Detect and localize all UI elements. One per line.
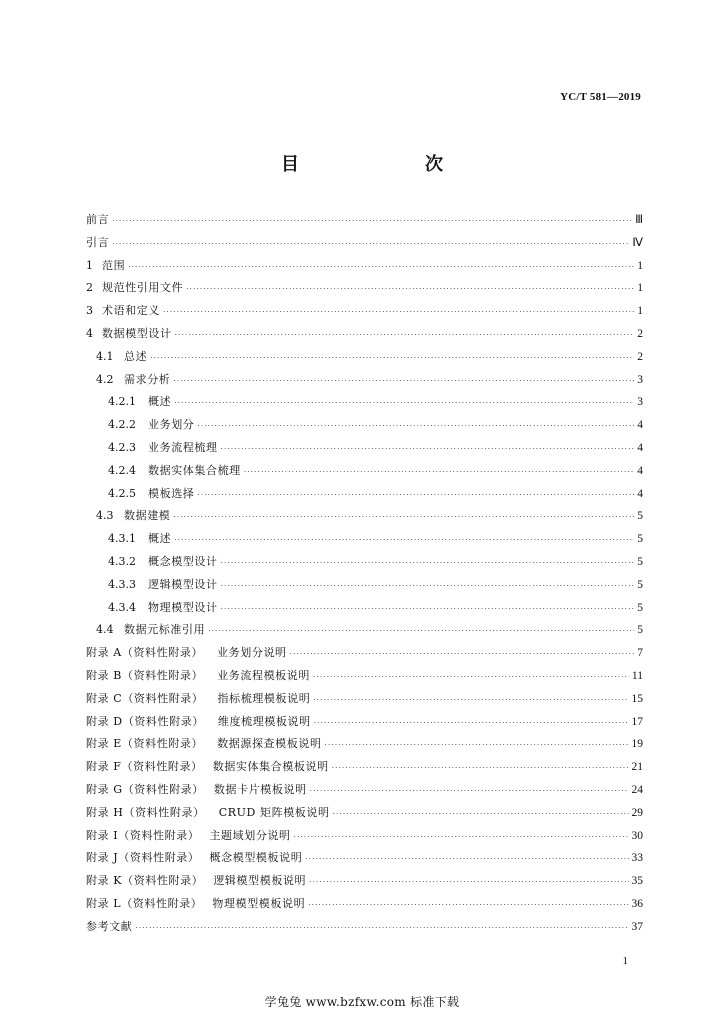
toc-leader-dots (308, 894, 628, 917)
toc-leader-dots (325, 734, 629, 757)
toc-entry (86, 825, 643, 848)
toc-entry-page: 24 (631, 783, 643, 796)
toc-entry-label: 附录 A（资料性附录） (86, 646, 204, 660)
toc-entry-label: 附录 J（资料性附录） (86, 851, 200, 865)
toc-entry (86, 597, 643, 620)
toc-entry-label: 规范性引用文件 (102, 281, 184, 295)
toc-entry (86, 255, 643, 278)
toc-entry (86, 232, 643, 255)
toc-entry-label: 附录 B（资料性附录） (86, 668, 204, 682)
toc-entry-label: 附录 E（资料性附录） (86, 737, 204, 751)
toc-entry-label: 附录 G（资料性附录） (86, 782, 204, 796)
toc-entry (86, 574, 643, 597)
toc-entry-label: 业务划分 (148, 418, 195, 432)
toc-entry (86, 756, 643, 779)
toc-entry-page: 5 (637, 510, 643, 523)
toc-entry-label: 物理模型设计 (148, 600, 218, 614)
toc-entry (86, 688, 643, 711)
toc-entry (86, 665, 643, 688)
toc-entry-page: 7 (637, 647, 643, 660)
toc-entry (86, 483, 643, 506)
toc-entry-page: 1 (637, 305, 643, 318)
toc-entry-page: 1 (637, 259, 643, 272)
toc-leader-dots (173, 370, 634, 393)
toc-entry-page: 5 (637, 578, 643, 591)
toc-leader-dots (128, 256, 634, 279)
toc-entry (86, 277, 643, 300)
toc-entry (86, 893, 643, 916)
toc-leader-dots (309, 871, 628, 894)
toc-entry (86, 414, 643, 437)
toc-entry-subtitle: CRUD 矩阵模板说明 (218, 805, 330, 819)
toc-entry-number: 4.2.1 (108, 395, 136, 409)
toc-entry-number: 4.2.2 (108, 418, 136, 432)
toc-entry-subtitle: 指标梳理模板说明 (217, 691, 311, 705)
toc-entry (86, 346, 643, 369)
toc-entry-subtitle: 业务划分说明 (217, 646, 287, 660)
toc-entry-number: 4.3 (96, 509, 114, 523)
toc-entry-page: 3 (637, 373, 643, 386)
toc-entry-page: 4 (637, 441, 643, 454)
toc-entry (86, 323, 643, 346)
toc-entry-label: 附录 L（资料性附录） (86, 896, 203, 910)
toc-entry-page: 4 (637, 419, 643, 432)
toc-leader-dots (175, 324, 634, 347)
toc-entry (86, 437, 643, 460)
toc-entry (86, 847, 643, 870)
toc-entry (86, 619, 643, 642)
toc-entry-page: 2 (637, 350, 643, 363)
toc-entry-page: 5 (637, 533, 643, 546)
toc-entry-label: 附录 C（资料性附录） (86, 691, 204, 705)
toc-entry-label: 引言 (86, 235, 110, 249)
toc-entry-subtitle: 物理模型模板说明 (212, 896, 306, 910)
toc-entry-label: 概念模型设计 (148, 554, 218, 568)
toc-entry-number: 3 (86, 304, 93, 318)
toc-entry-number: 4.2 (96, 372, 114, 386)
toc-leader-dots (310, 780, 629, 803)
toc-entry-page: 29 (631, 806, 643, 819)
footer-watermark: 学兔兔 www.bzfxw.com 标准下载 (264, 995, 460, 1009)
toc-entry (86, 369, 643, 392)
toc-leader-dots (150, 347, 634, 370)
toc-leader-dots (333, 803, 629, 826)
table-of-contents (86, 209, 643, 939)
toc-entry-label: 附录 I（资料性附录） (86, 828, 200, 842)
toc-entry-number: 4.2.3 (108, 440, 136, 454)
toc-entry-page: 4 (637, 464, 643, 477)
toc-entry-label: 数据元标准引用 (124, 623, 206, 637)
toc-entry-label: 逻辑模型设计 (148, 577, 218, 591)
toc-leader-dots (186, 278, 634, 301)
toc-leader-dots (294, 826, 629, 849)
toc-entry-page: 11 (631, 669, 643, 682)
toc-entry-number: 4.3.2 (108, 554, 136, 568)
toc-entry (86, 711, 643, 734)
toc-entry-page: 5 (637, 601, 643, 614)
toc-leader-dots (221, 438, 634, 461)
toc-leader-dots (208, 620, 634, 643)
toc-entry-label: 概述 (148, 395, 172, 409)
toc-entry-page: 35 (631, 875, 643, 888)
toc-entry-label: 附录 K（资料性附录） (86, 874, 204, 888)
toc-entry-page: 3 (637, 396, 643, 409)
page-title: 目 次 (281, 154, 473, 175)
toc-entry-number: 4.1 (96, 349, 114, 363)
toc-entry-number: 4.2.4 (108, 463, 136, 477)
toc-entry (86, 391, 643, 414)
toc-entry (86, 505, 643, 528)
toc-leader-dots (221, 598, 634, 621)
toc-entry-label: 范围 (102, 258, 126, 272)
toc-entry-number: 4.3.3 (108, 577, 136, 591)
toc-leader-dots (173, 506, 634, 529)
toc-entry-number: 4.2.5 (108, 486, 136, 500)
page-number: 1 (622, 955, 628, 967)
toc-leader-dots (221, 575, 634, 598)
toc-entry (86, 551, 643, 574)
toc-entry-number: 2 (86, 281, 93, 295)
toc-entry-label: 参考文献 (86, 919, 133, 933)
toc-entry (86, 733, 643, 756)
toc-leader-dots (174, 392, 634, 415)
toc-entry-subtitle: 概念模型模板说明 (209, 851, 303, 865)
toc-entry-label: 附录 F（资料性附录） (86, 760, 203, 774)
toc-entry-number: 4.3.4 (108, 600, 136, 614)
toc-leader-dots (163, 301, 634, 324)
toc-entry (86, 642, 643, 665)
toc-entry-number: 4.4 (96, 623, 114, 637)
toc-entry-label: 业务流程梳理 (148, 440, 218, 454)
toc-entry-page: 21 (631, 761, 643, 774)
toc-entry-page: 17 (631, 715, 643, 728)
toc-leader-dots (313, 689, 628, 712)
toc-leader-dots (314, 712, 629, 735)
toc-entry (86, 870, 643, 893)
toc-entry-number: 1 (86, 258, 93, 272)
toc-entry-label: 概述 (148, 532, 172, 546)
toc-entry-page: Ⅳ (632, 236, 643, 249)
toc-entry-page: 4 (637, 487, 643, 500)
toc-entry-label: 数据实体集合梳理 (148, 463, 241, 477)
toc-entry-label: 模板选择 (148, 486, 195, 500)
toc-entry (86, 300, 643, 323)
toc-entry (86, 528, 643, 551)
toc-entry (86, 779, 643, 802)
toc-entry-label: 附录 D（资料性附录） (86, 714, 204, 728)
toc-entry-page: 36 (631, 897, 643, 910)
toc-entry-label: 附录 H（资料性附录） (86, 805, 205, 819)
toc-entry-page: 5 (637, 624, 643, 637)
toc-leader-dots (112, 233, 629, 256)
toc-entry (86, 802, 643, 825)
toc-entry-subtitle: 主题域划分说明 (209, 828, 291, 842)
toc-leader-dots (135, 917, 628, 940)
toc-entry-page: 30 (631, 829, 643, 842)
toc-entry-subtitle: 数据卡片模板说明 (213, 782, 307, 796)
toc-entry-page: 19 (631, 738, 643, 751)
document-code: YC/T 581—2019 (560, 91, 641, 103)
toc-entry-label: 前言 (86, 213, 110, 226)
toc-entry (86, 916, 643, 939)
toc-leader-dots (197, 415, 634, 438)
toc-entry-subtitle: 业务流程模板说明 (217, 668, 310, 682)
toc-entry-label: 数据模型设计 (102, 326, 172, 340)
toc-entry-page: 37 (631, 920, 643, 933)
toc-entry-label: 需求分析 (124, 372, 171, 386)
toc-entry-number: 4.3.1 (108, 532, 136, 546)
toc-entry (86, 209, 643, 232)
toc-entry-subtitle: 维度梳理模板说明 (217, 714, 311, 728)
toc-entry-page: 33 (631, 852, 643, 865)
toc-entry-subtitle: 数据实体集合模板说明 (212, 760, 329, 774)
toc-entry-label: 术语和定义 (102, 304, 160, 318)
toc-leader-dots (197, 484, 634, 507)
toc-entry-subtitle: 逻辑模型模板说明 (213, 874, 307, 888)
toc-leader-dots (305, 848, 628, 871)
toc-entry-subtitle: 数据源探查模板说明 (217, 737, 322, 751)
toc-entry-label: 数据建模 (124, 509, 171, 523)
toc-leader-dots (332, 757, 629, 780)
toc-entry-number: 4 (86, 326, 93, 340)
toc-entry-page: 2 (637, 327, 643, 340)
toc-leader-dots (290, 643, 634, 666)
toc-leader-dots (174, 529, 634, 552)
toc-leader-dots (221, 552, 634, 575)
toc-entry-page: Ⅲ (635, 214, 643, 226)
toc-entry-label: 总述 (124, 349, 148, 363)
toc-entry-page: 5 (637, 555, 643, 568)
toc-entry-page: 15 (631, 692, 643, 705)
toc-leader-dots (112, 210, 632, 233)
toc-leader-dots (313, 666, 629, 689)
toc-entry-page: 1 (637, 282, 643, 295)
toc-leader-dots (244, 461, 634, 484)
toc-entry (86, 460, 643, 483)
